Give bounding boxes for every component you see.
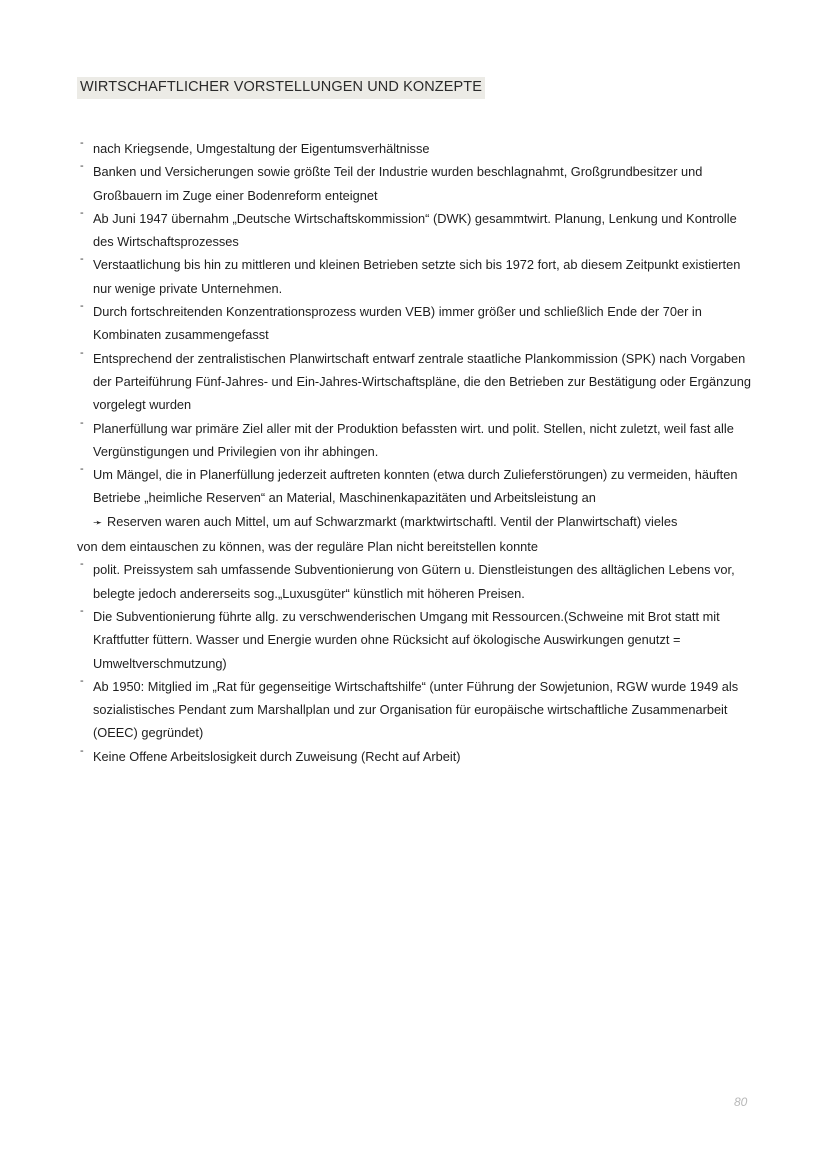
arrow-note: ➛ Reserven waren auch Mittel, um auf Schwarzmarkt (marktwirtschaftl. Ventil der Planwirtschaft) vieles [93,510,757,535]
bullet-dash: - [80,674,84,687]
bullet-dash: - [80,160,84,173]
bullet-dash: - [80,744,84,757]
bullet-dash: - [80,300,84,313]
list-item: - Banken und Versicherungen sowie größte Teil der Industrie wurden beschlagnahmt, Großgrundbesitzer und Großbauern im Zuge einer Bodenreform enteignet [77,160,757,207]
list-item: - Ab Juni 1947 übernahm „Deutsche Wirtschaftskommission“ (DWK) gesammtwirt. Planung, Lenkung und Kontrolle des Wirtschaftsprozesses [77,207,757,254]
bullet-dash: - [80,416,84,429]
arrow-note-continuation: von dem eintauschen zu können, was der reguläre Plan nicht bereitstellen konnte [77,539,538,555]
list-item: - Die Subventionierung führte allg. zu verschwenderischen Umgang mit Ressourcen.(Schweine mit Brot statt mit Kraftfutter füttern. Wasser und Energie wurden ohne Rücksicht auf ökologische Auswirkungen genutzt = Umweltverschmutzung) [77,605,757,675]
list-item: - nach Kriegsende, Umgestaltung der Eigentumsverhältnisse [77,137,757,160]
list-item: - Um Mängel, die in Planerfüllung jederzeit auftreten konnten (etwa durch Zulieferstörungen) zu vermeiden, häuften Betriebe „heimliche Reserven“ an Material, Maschinenkapazitäten und Arbeitsleistung an ➛ Reserven waren auch Mittel, um auf Schwarzmarkt (marktwirtschaftl. Ventil der Planwirtschaft) vieles von dem eintauschen zu können, was der reguläre Plan nicht bereitstellen konnte [77,463,757,558]
list-item: - Entsprechend der zentralistischen Planwirtschaft entwarf zentrale staatliche Plankommission (SPK) nach Vorgaben der Parteiführung Fünf-Jahres- und Ein-Jahres-Wirtschaftspläne, die den Betrieben zur Bestätigung oder Ergänzung vorgelegt wurden [77,347,757,417]
list-item: - Durch fortschreitenden Konzentrationsprozess wurden VEB) immer größer und schließlich Ende der 70er in Kombinaten zusammengefasst [77,300,757,347]
arrow-icon: ➛ [93,516,103,529]
bullet-dash: - [80,206,84,219]
list-item: - Verstaatlichung bis hin zu mittleren und kleinen Betrieben setzte sich bis 1972 fort, ab diesem Zeitpunkt existierten nur wenige private Unternehmen. [77,253,757,300]
bullet-dash: - [80,346,84,359]
bullet-dash: - [80,463,84,476]
list-item: - polit. Preissystem sah umfassende Subventionierung von Gütern u. Dienstleistungen des alltäglichen Lebens vor, belegte jedoch andererseits sog.„Luxusgüter“ künstlich mit höheren Preisen. [77,558,757,605]
page-number: 80 [734,1095,748,1109]
bullet-dash: - [80,558,84,571]
bullet-list [77,137,757,768]
bullet-dash: - [80,604,84,617]
list-item: - Planerfüllung war primäre Ziel aller mit der Produktion befassten wirt. und polit. Stellen, nicht zuletzt, weil fast alle Vergünstigungen und Privilegien von ihr abhingen. [77,417,757,464]
bullet-dash: - [80,253,84,266]
page-title: WIRTSCHAFTLICHER VORSTELLUNGEN UND KONZEPTE [77,77,485,99]
bullet-dash: - [80,137,84,149]
list-item: - Ab 1950: Mitglied im „Rat für gegenseitige Wirtschaftshilfe“ (unter Führung der Sowjetunion, RGW wurde 1949 als sozialistisches Pendant zum Marshallplan und zur Organisation für europäische wirtschaftliche Zusammenarbeit (OEEC) gegründet) [77,675,757,745]
list-item: - Keine Offene Arbeitslosigkeit durch Zuweisung (Recht auf Arbeit) [77,745,757,768]
